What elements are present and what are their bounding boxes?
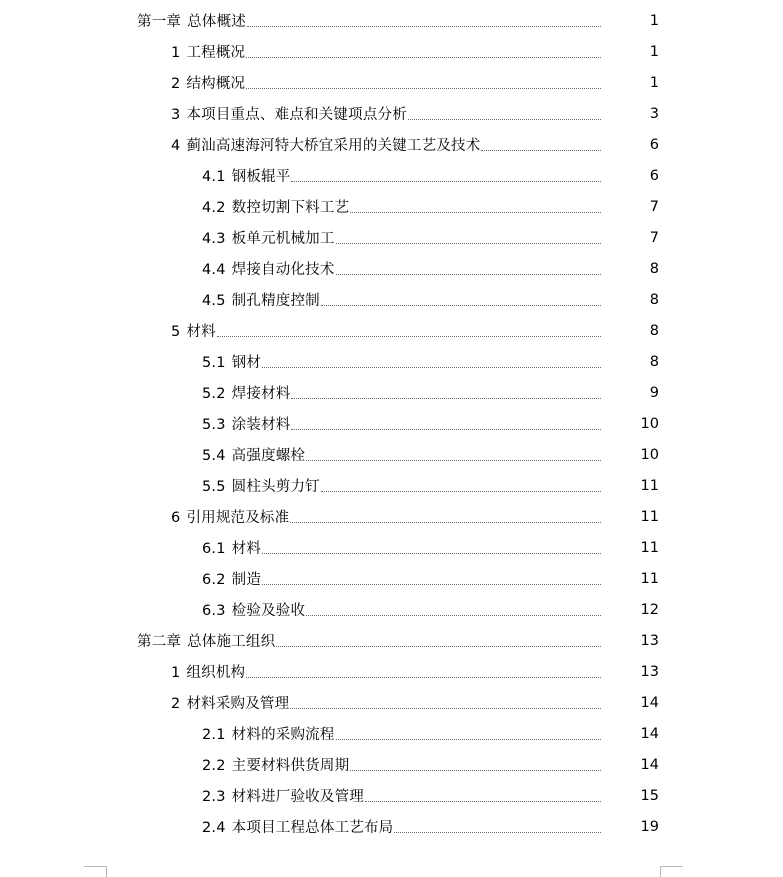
toc-entry-number: 6 — [171, 510, 181, 526]
toc-entry-page-number[interactable]: 3 — [601, 106, 659, 122]
toc-entry-title: 材料 — [231, 541, 262, 557]
toc-entry-label[interactable] — [137, 10, 246, 31]
toc-entry[interactable] — [0, 563, 783, 594]
toc-entry-line — [0, 284, 659, 315]
toc-entry[interactable] — [0, 67, 783, 98]
toc-entry[interactable] — [0, 687, 783, 718]
toc-entry-label[interactable] — [171, 134, 480, 155]
toc-entry[interactable] — [0, 625, 783, 656]
toc-entry[interactable] — [0, 315, 783, 346]
toc-leader-dots — [262, 568, 657, 585]
toc-entry-line — [0, 377, 659, 408]
toc-entry-line — [0, 129, 659, 160]
toc-entry-title: 主要材料供货周期 — [231, 758, 350, 774]
toc-entry-title: 材料采购及管理 — [186, 696, 290, 712]
toc-entry-number: 第二章 — [137, 634, 182, 650]
toc-entry-label[interactable] — [202, 537, 261, 558]
toc-entry-line — [0, 470, 659, 501]
toc-entry-title: 高强度螺栓 — [231, 448, 306, 464]
toc-entry-label[interactable] — [171, 692, 289, 713]
toc-entry-number: 2 — [171, 696, 181, 712]
toc-entry-page-number[interactable]: 9 — [601, 385, 659, 401]
toc-entry-number: 2.2 — [202, 758, 226, 774]
toc-entry[interactable] — [0, 439, 783, 470]
toc-entry-label[interactable] — [171, 506, 289, 527]
page-corner-mark-right — [660, 866, 683, 877]
toc-entry-label[interactable] — [202, 754, 349, 775]
toc-leader-dots — [246, 41, 657, 58]
toc-entry-line — [0, 408, 659, 439]
toc-entry-title: 制孔精度控制 — [231, 293, 320, 309]
toc-entry-label[interactable] — [171, 72, 245, 93]
toc-entry-title: 材料进厂验收及管理 — [231, 789, 364, 805]
toc-entry-title: 制造 — [231, 572, 262, 588]
toc-entry-line — [0, 563, 659, 594]
toc-entry-page-number[interactable]: 11 — [601, 571, 659, 587]
toc-entry-line — [0, 98, 659, 129]
toc-entry-label[interactable] — [171, 320, 216, 341]
toc-entry-label[interactable] — [202, 227, 335, 248]
toc-entry-line — [0, 749, 659, 780]
toc-leader-dots — [217, 320, 657, 337]
toc-entry-label[interactable] — [202, 444, 305, 465]
toc-entry-page-number[interactable]: 13 — [601, 664, 659, 680]
toc-entry-page-number[interactable]: 11 — [601, 540, 659, 556]
toc-entry-label[interactable] — [137, 630, 275, 651]
toc-entry-line — [0, 315, 659, 346]
toc-entry-page-number[interactable]: 15 — [601, 788, 659, 804]
toc-entry[interactable] — [0, 346, 783, 377]
toc-entry-number: 6.3 — [202, 603, 226, 619]
toc-entry-number: 5.4 — [202, 448, 226, 464]
toc-entry-title: 蓟汕高速海河特大桥宜采用的关键工艺及技术 — [186, 138, 481, 154]
toc-entry-number: 4.5 — [202, 293, 226, 309]
toc-entry-line — [0, 191, 659, 222]
toc-entry-number: 5.2 — [202, 386, 226, 402]
toc-entry-line — [0, 222, 659, 253]
toc-entry-page-number[interactable]: 12 — [601, 602, 659, 618]
toc-entry-label[interactable] — [202, 258, 335, 279]
toc-entry-title: 总体概述 — [187, 14, 246, 30]
toc-entry-line — [0, 687, 659, 718]
toc-entry-page-number[interactable]: 6 — [601, 168, 659, 184]
toc-entry-number: 6.1 — [202, 541, 226, 557]
toc-entry-label[interactable] — [202, 413, 290, 434]
toc-entry-number: 6.2 — [202, 572, 226, 588]
toc-entry-page-number[interactable]: 8 — [601, 323, 659, 339]
toc-entry-line — [0, 5, 659, 36]
toc-entry[interactable] — [0, 594, 783, 625]
toc-entry-label[interactable] — [171, 41, 245, 62]
toc-entry-number: 第一章 — [137, 14, 182, 30]
toc-entry-label[interactable] — [202, 351, 261, 372]
toc-entry-page-number[interactable]: 14 — [601, 726, 659, 742]
toc-entry[interactable] — [0, 501, 783, 532]
toc-entry-label[interactable] — [202, 785, 364, 806]
toc-entry-page-number[interactable]: 7 — [601, 199, 659, 215]
toc-entry-page-number[interactable]: 1 — [601, 75, 659, 91]
toc-entry-line — [0, 253, 659, 284]
toc-entry-line — [0, 780, 659, 811]
toc-entry-title: 焊接材料 — [231, 386, 291, 402]
toc-entry-page-number[interactable]: 8 — [601, 354, 659, 370]
toc-entry-line — [0, 160, 659, 191]
toc-entry-title: 钢材 — [231, 355, 262, 371]
toc-entry-line — [0, 625, 659, 656]
toc-entry-label[interactable] — [171, 103, 407, 124]
toc-entry[interactable] — [0, 284, 783, 315]
toc-entry-line — [0, 36, 659, 67]
toc-entry-number: 5.5 — [202, 479, 226, 495]
toc-entry[interactable] — [0, 5, 783, 36]
toc-entry-number: 3 — [171, 107, 181, 123]
toc-entry-line — [0, 532, 659, 563]
toc-entry-title: 结构概况 — [186, 76, 246, 92]
toc-entry-line — [0, 811, 659, 842]
toc-entry-label[interactable] — [202, 568, 261, 589]
page-corner-mark-left — [84, 866, 107, 877]
toc-entry-number: 4 — [171, 138, 181, 154]
toc-entry[interactable] — [0, 532, 783, 563]
toc-entry-label[interactable] — [202, 816, 393, 837]
toc-entry-number: 2.1 — [202, 727, 226, 743]
toc-entry-title: 组织机构 — [186, 665, 246, 681]
toc-entry-title: 数控切割下料工艺 — [231, 200, 350, 216]
toc-entry[interactable] — [0, 749, 783, 780]
table-of-contents — [0, 5, 783, 842]
toc-entry-page-number[interactable]: 10 — [601, 416, 659, 432]
toc-entry[interactable] — [0, 718, 783, 749]
toc-entry-line — [0, 67, 659, 98]
toc-entry-title: 涂装材料 — [231, 417, 291, 433]
toc-entry-page-number[interactable]: 13 — [601, 633, 659, 649]
toc-entry[interactable] — [0, 98, 783, 129]
toc-entry-line — [0, 501, 659, 532]
toc-entry[interactable] — [0, 191, 783, 222]
toc-entry-number: 5.3 — [202, 417, 226, 433]
toc-entry[interactable] — [0, 811, 783, 842]
toc-entry-title: 板单元机械加工 — [231, 231, 335, 247]
toc-entry[interactable] — [0, 222, 783, 253]
toc-entry-line — [0, 594, 659, 625]
toc-entry-number: 2 — [171, 76, 181, 92]
toc-entry-number: 4.2 — [202, 200, 226, 216]
toc-entry[interactable] — [0, 780, 783, 811]
toc-entry-number: 2.4 — [202, 820, 226, 836]
toc-entry[interactable] — [0, 36, 783, 67]
toc-leader-dots — [262, 537, 657, 554]
toc-entry-number: 2.3 — [202, 789, 226, 805]
toc-entry[interactable] — [0, 129, 783, 160]
toc-entry-page-number[interactable]: 8 — [601, 292, 659, 308]
toc-entry-number: 1 — [171, 45, 181, 61]
toc-leader-dots — [247, 10, 657, 27]
toc-entry-title: 圆柱头剪力钉 — [231, 479, 320, 495]
toc-entry-number: 4.1 — [202, 169, 226, 185]
toc-leader-dots — [276, 630, 657, 647]
toc-entry-number: 1 — [171, 665, 181, 681]
toc-entry-page-number[interactable]: 8 — [601, 261, 659, 277]
toc-entry-title: 引用规范及标准 — [186, 510, 290, 526]
toc-entry-line — [0, 656, 659, 687]
toc-entry-page-number[interactable]: 11 — [601, 509, 659, 525]
toc-entry-page-number[interactable]: 6 — [601, 137, 659, 153]
toc-entry-number: 5.1 — [202, 355, 226, 371]
toc-entry-title: 本项目重点、难点和关键项点分析 — [186, 107, 407, 123]
toc-entry[interactable] — [0, 253, 783, 284]
toc-entry-line — [0, 718, 659, 749]
toc-entry-title: 工程概况 — [186, 45, 246, 61]
toc-entry-line — [0, 346, 659, 377]
toc-entry-title: 检验及验收 — [231, 603, 306, 619]
toc-entry-title: 材料 — [186, 324, 216, 340]
toc-entry-label[interactable] — [202, 165, 290, 186]
toc-entry-title: 材料的采购流程 — [231, 727, 335, 743]
toc-leader-dots — [246, 661, 657, 678]
toc-entry[interactable] — [0, 160, 783, 191]
toc-entry[interactable] — [0, 656, 783, 687]
toc-entry-page-number[interactable]: 1 — [601, 44, 659, 60]
toc-entry-label[interactable] — [202, 289, 320, 310]
toc-entry-label[interactable] — [202, 599, 305, 620]
toc-entry-number: 5 — [171, 324, 181, 340]
toc-entry-page-number[interactable]: 14 — [601, 695, 659, 711]
toc-entry-label[interactable] — [202, 475, 320, 496]
toc-leader-dots — [246, 72, 657, 89]
toc-entry-title: 总体施工组织 — [187, 634, 276, 650]
toc-entry-number: 4.4 — [202, 262, 226, 278]
toc-entry[interactable] — [0, 470, 783, 501]
toc-entry-label[interactable] — [202, 196, 349, 217]
toc-entry[interactable] — [0, 408, 783, 439]
toc-entry-title: 焊接自动化技术 — [231, 262, 335, 278]
toc-entry-line — [0, 439, 659, 470]
toc-entry-label[interactable] — [202, 382, 290, 403]
toc-entry-label[interactable] — [202, 723, 335, 744]
toc-entry-page-number[interactable]: 1 — [601, 13, 659, 29]
toc-entry-title: 钢板辊平 — [231, 169, 291, 185]
toc-entry-page-number[interactable]: 7 — [601, 230, 659, 246]
toc-entry-number: 4.3 — [202, 231, 226, 247]
toc-entry-page-number[interactable]: 10 — [601, 447, 659, 463]
toc-entry[interactable] — [0, 377, 783, 408]
toc-entry-label[interactable] — [171, 661, 245, 682]
toc-entry-title: 本项目工程总体工艺布局 — [231, 820, 394, 836]
toc-entry-page-number[interactable]: 11 — [601, 478, 659, 494]
toc-entry-page-number[interactable]: 19 — [601, 819, 659, 835]
toc-entry-page-number[interactable]: 14 — [601, 757, 659, 773]
toc-leader-dots — [262, 351, 657, 368]
